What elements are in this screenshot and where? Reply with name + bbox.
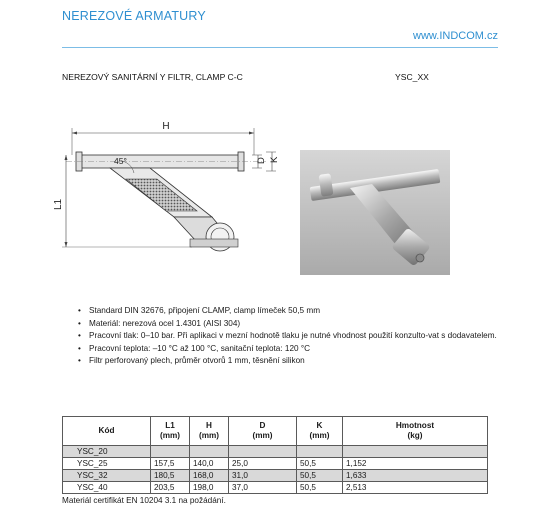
table-cell: 1,633 (343, 470, 488, 482)
list-item: • Pracovní tlak: 0–10 bar. Při aplikaci v mezní hodnotě tlaku je nutné vhodnost použití konzulto-vat s dodavatelem. (78, 330, 498, 343)
header-weight: Hmotnost (kg) (343, 417, 488, 446)
technical-drawing (53, 115, 282, 285)
header-divider (62, 47, 498, 48)
brand-title: NEREZOVÉ ARMATURY (62, 9, 206, 23)
list-item: • Materiál: nerezová ocel 1.4301 (AISI 304) (78, 318, 498, 331)
table-row (63, 482, 488, 494)
table-cell: 157,5 (151, 458, 190, 470)
table-row (63, 446, 488, 458)
label-k: K (269, 156, 280, 163)
label-l1: L1 (53, 198, 64, 210)
label-angle: 45° (114, 156, 127, 166)
table-cell: YSC_20 (63, 446, 151, 458)
product-code: YSC_XX (395, 72, 429, 82)
list-item: • Standard DIN 32676, připojení CLAMP, clamp límeček 50,5 mm (78, 305, 498, 318)
table-cell: 140,0 (190, 458, 229, 470)
list-item: • Pracovní teplota: –10 °C až 100 °C, sanitační teplota: 120 °C (78, 343, 498, 356)
table-cell: 25,0 (229, 458, 297, 470)
table-header-row (63, 417, 488, 446)
table-cell: 50,5 (297, 482, 343, 494)
table-cell (190, 446, 229, 458)
table-cell: 37,0 (229, 482, 297, 494)
dimensions-table (62, 416, 488, 494)
table-cell: 180,5 (151, 470, 190, 482)
table-row (63, 470, 488, 482)
header-h: H (mm) (190, 417, 229, 446)
table-cell: YSC_32 (63, 470, 151, 482)
list-item: • Filtr perforovaný plech, průměr otvorů 1 mm, těsnění silikon (78, 355, 498, 368)
header-k: K (mm) (297, 417, 343, 446)
table-cell: YSC_25 (63, 458, 151, 470)
specification-list (78, 305, 498, 368)
table-cell: 168,0 (190, 470, 229, 482)
table-row (63, 458, 488, 470)
table-cell: 2,513 (343, 482, 488, 494)
table-cell (343, 446, 488, 458)
header-d: D (mm) (229, 417, 297, 446)
table-cell: 1,152 (343, 458, 488, 470)
certificate-note: Materiál certifikát EN 10204 3.1 na požádání. (62, 496, 226, 505)
label-h: H (162, 121, 170, 132)
product-photo (300, 150, 450, 275)
header-l1: L1 (mm) (151, 417, 190, 446)
table-cell (229, 446, 297, 458)
table-cell (151, 446, 190, 458)
table-cell (297, 446, 343, 458)
table-cell: YSC_40 (63, 482, 151, 494)
product-title: NEREZOVÝ SANITÁRNÍ Y FILTR, CLAMP C-C (62, 72, 243, 82)
table-cell: 203,5 (151, 482, 190, 494)
table-cell: 198,0 (190, 482, 229, 494)
table-cell: 50,5 (297, 458, 343, 470)
website-link[interactable]: www.INDCOM.cz (413, 30, 498, 42)
header-code: Kód (63, 417, 151, 446)
table-cell: 31,0 (229, 470, 297, 482)
label-d: D (256, 157, 267, 164)
table-cell: 50,5 (297, 470, 343, 482)
